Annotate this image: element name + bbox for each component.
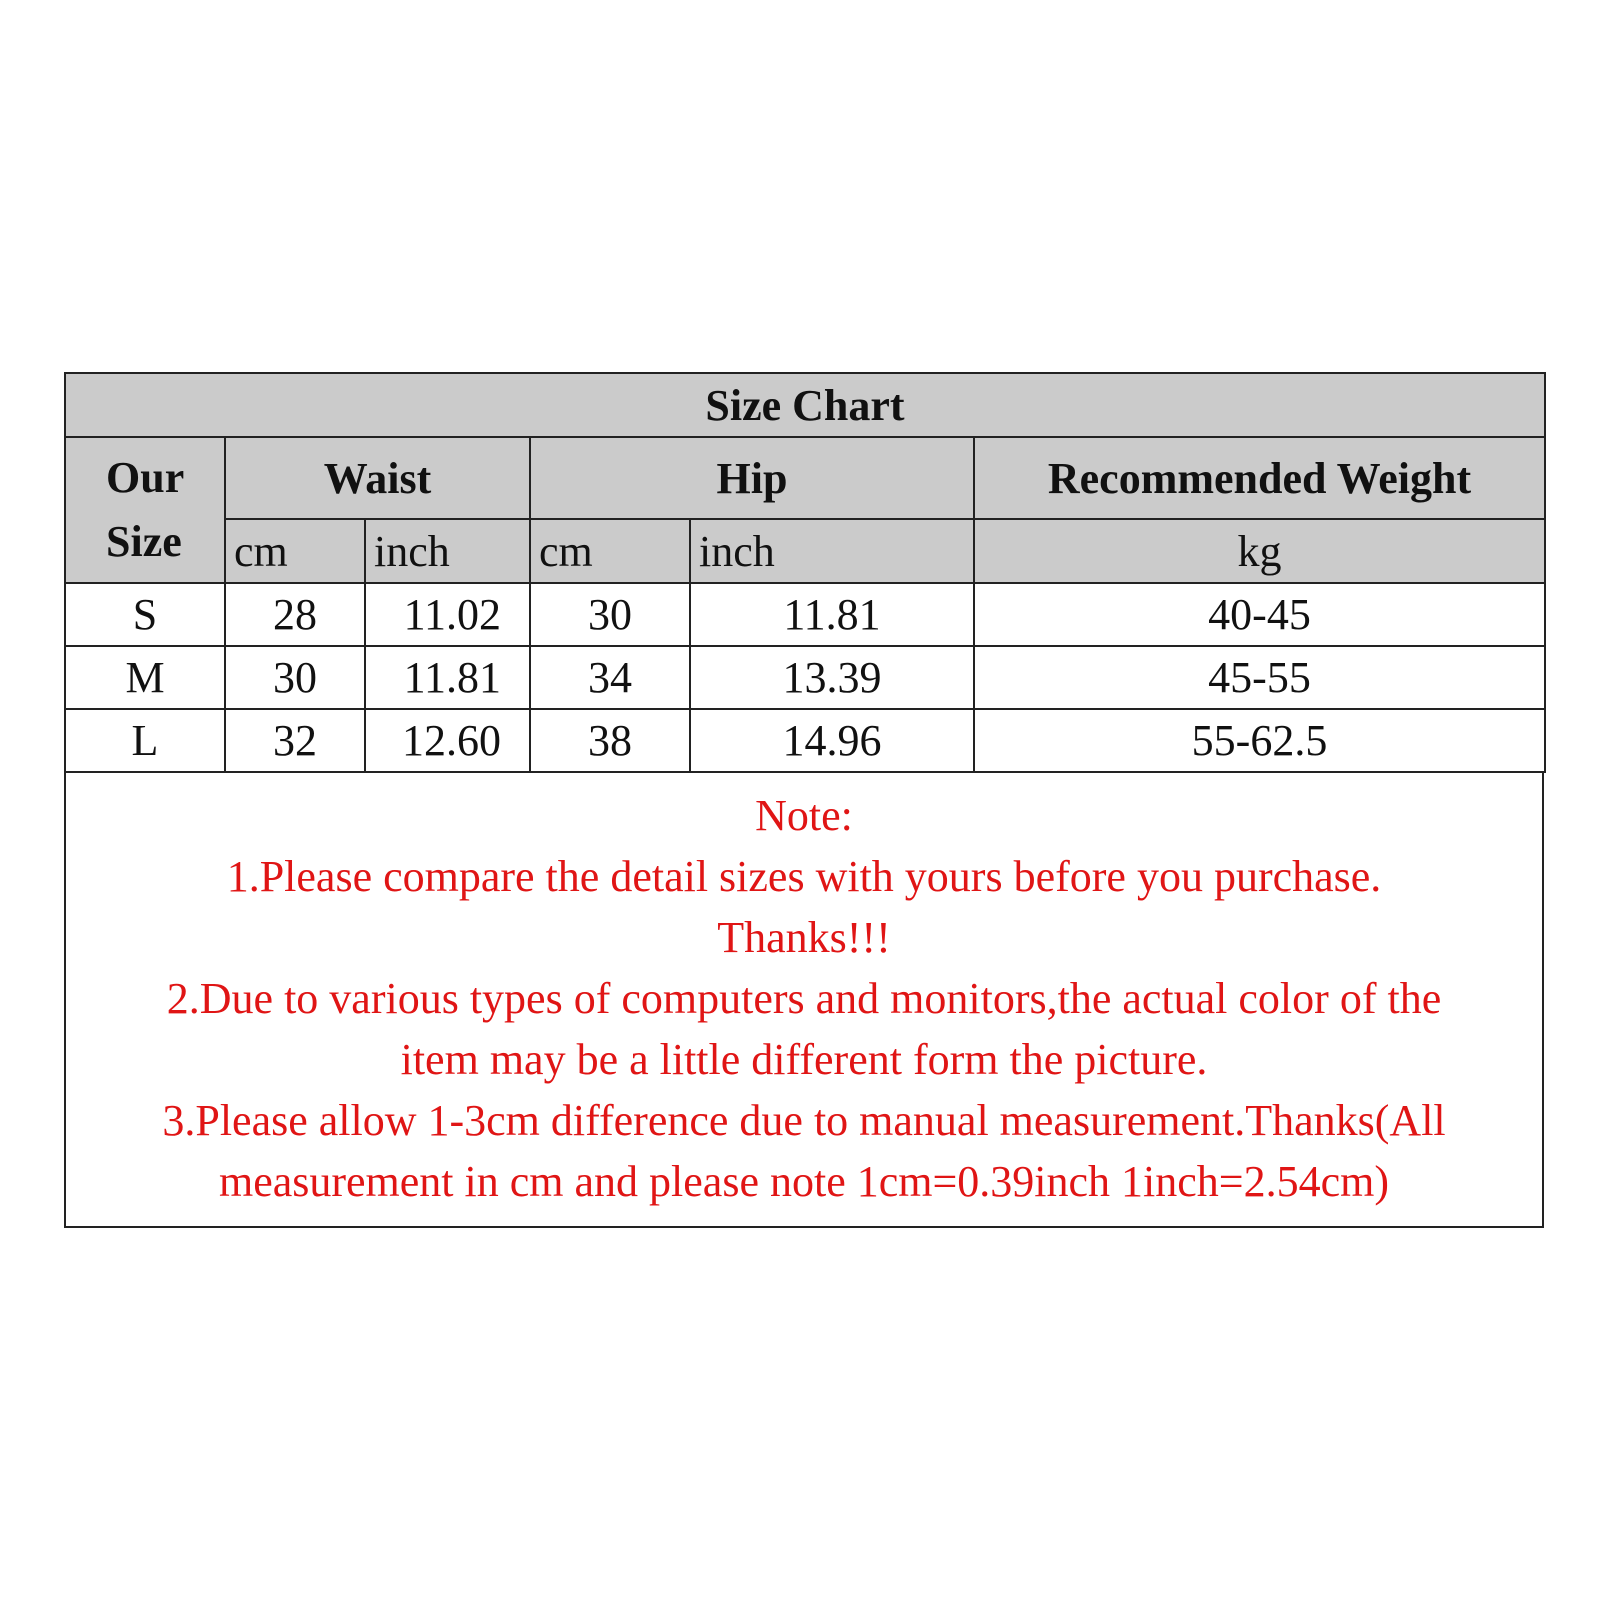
- hip-cm-cell: 34: [530, 646, 690, 709]
- hip-cm-unit: cm: [530, 519, 690, 583]
- note-line: 3.Please allow 1-3cm difference due to manual measurement.Thanks(All: [162, 1096, 1446, 1145]
- size-chart: [64, 372, 1544, 1228]
- hip-inch-cell: 11.81: [690, 583, 974, 646]
- table-row: [65, 583, 1545, 646]
- size-table: [64, 372, 1546, 773]
- size-cell: M: [65, 646, 225, 709]
- hip-inch-cell: 14.96: [690, 709, 974, 772]
- note-line: 1.Please compare the detail sizes with yours before you purchase.: [226, 852, 1382, 901]
- chart-title: Size Chart: [65, 373, 1545, 437]
- waist-inch-unit: inch: [365, 519, 530, 583]
- waist-cm-cell: 28: [225, 583, 365, 646]
- recommended-weight-header: Recommended Weight: [974, 437, 1545, 519]
- size-cell: S: [65, 583, 225, 646]
- notes-heading: Note:: [755, 791, 853, 840]
- note-line: measurement in cm and please note 1cm=0.39inch 1inch=2.54cm): [218, 1157, 1390, 1206]
- notes-section: [64, 773, 1544, 1228]
- note-line: 2.Due to various types of computers and monitors,the actual color of the: [166, 974, 1442, 1023]
- hip-inch-cell: 13.39: [690, 646, 974, 709]
- table-row: [65, 646, 1545, 709]
- hip-cm-cell: 30: [530, 583, 690, 646]
- our-size-header: Our Size: [65, 437, 225, 583]
- hip-header: Hip: [530, 437, 974, 519]
- weight-cell: 40-45: [974, 583, 1545, 646]
- note-line: Thanks!!!: [717, 913, 891, 962]
- hip-inch-unit: inch: [690, 519, 974, 583]
- hip-cm-cell: 38: [530, 709, 690, 772]
- waist-inch-cell: 12.60: [365, 709, 530, 772]
- weight-unit: kg: [974, 519, 1545, 583]
- weight-cell: 45-55: [974, 646, 1545, 709]
- waist-cm-cell: 30: [225, 646, 365, 709]
- table-row: [65, 709, 1545, 772]
- waist-header: Waist: [225, 437, 530, 519]
- size-cell: L: [65, 709, 225, 772]
- note-line: item may be a little different form the picture.: [400, 1035, 1208, 1084]
- waist-inch-cell: 11.81: [365, 646, 530, 709]
- waist-inch-cell: 11.02: [365, 583, 530, 646]
- weight-cell: 55-62.5: [974, 709, 1545, 772]
- waist-cm-unit: cm: [225, 519, 365, 583]
- waist-cm-cell: 32: [225, 709, 365, 772]
